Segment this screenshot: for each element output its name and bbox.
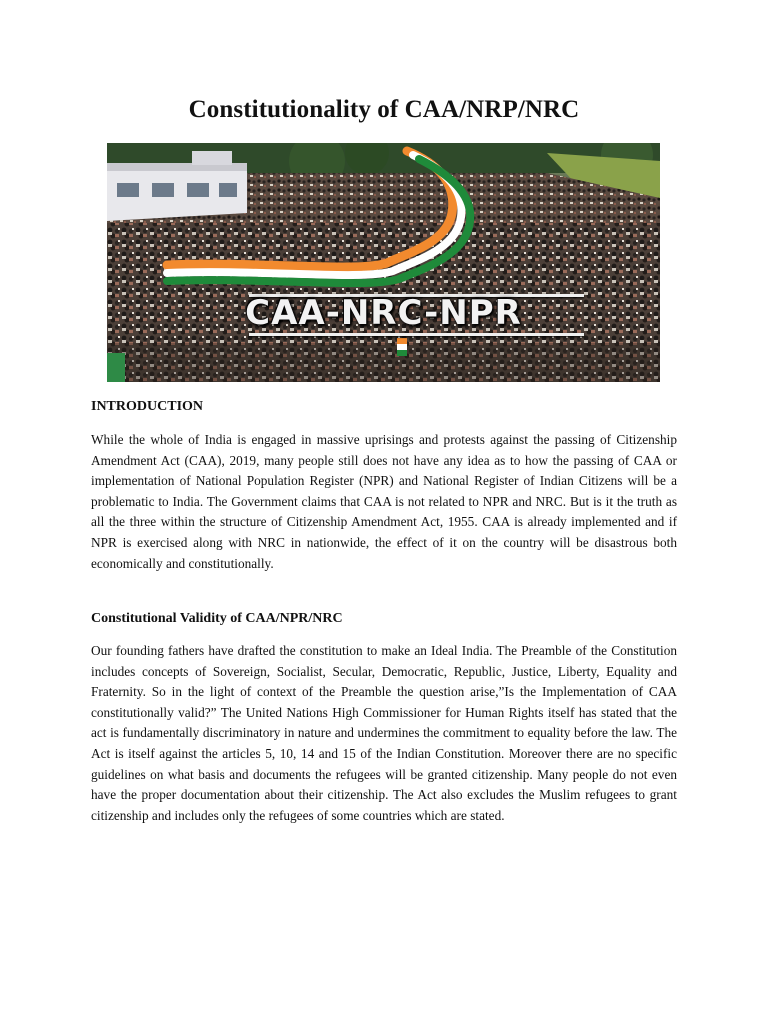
- section-heading-introduction: INTRODUCTION: [91, 399, 204, 414]
- protest-crowd-illustration: [107, 143, 660, 382]
- photo-caption: CAA-NRC-NPR: [245, 293, 522, 333]
- introduction-paragraph: While the whole of India is engaged in massive uprisings and protests against the passing of Citizenship Amendment Act (CAA), 2019, many people still does not have any idea as to how the passing of CAA or implementation of National Population Register (NPR) and National Register of Indian Citizens will be a problematic to India. The Government claims that CAA is not related to NPR and NRC. But is it the truth as all the three within the structure of Citizenship Amendment Act, 1955. CAA is already implemented and if NPR is exercised along with NRC in nationwide, the effect of it on the country will be disastrous both economically and constitutionally.: [91, 432, 677, 571]
- document-title: Constitutionality of CAA/NRP/NRC: [188, 96, 580, 123]
- caption-rule-bottom: [249, 333, 584, 336]
- section-heading-constitutional-validity: Constitutional Validity of CAA/NPR/NRC: [91, 611, 343, 626]
- constitutional-validity-paragraph: Our founding fathers have drafted the constitution to make an Ideal India. The Preamble of the Constitution includes concepts of Sovereign, Socialist, Secular, Democratic, Republic, Justice, Liberty, Equality and Fraternity. So in the light of context of the Preamble the question arise,”Is the Implementation of CAA constitutionally valid?” The United Nations High Commissioner for Human Rights itself has stated that the act is fundamentally discriminatory in nature and undermines the commitment to equality before the law. The Act is itself against the articles 5, 10, 14 and 15 of the Indian Constitution. Moreover there are no specific guidelines on what basis and documents the refugees will be granted citizenship. Many people do not even have the proper documentation about their citizenship. The Act also excludes the Muslim refugees to grant citizenship and includes only the refugees of some countries which are stated.: [91, 643, 677, 823]
- protest-photo: [107, 143, 660, 382]
